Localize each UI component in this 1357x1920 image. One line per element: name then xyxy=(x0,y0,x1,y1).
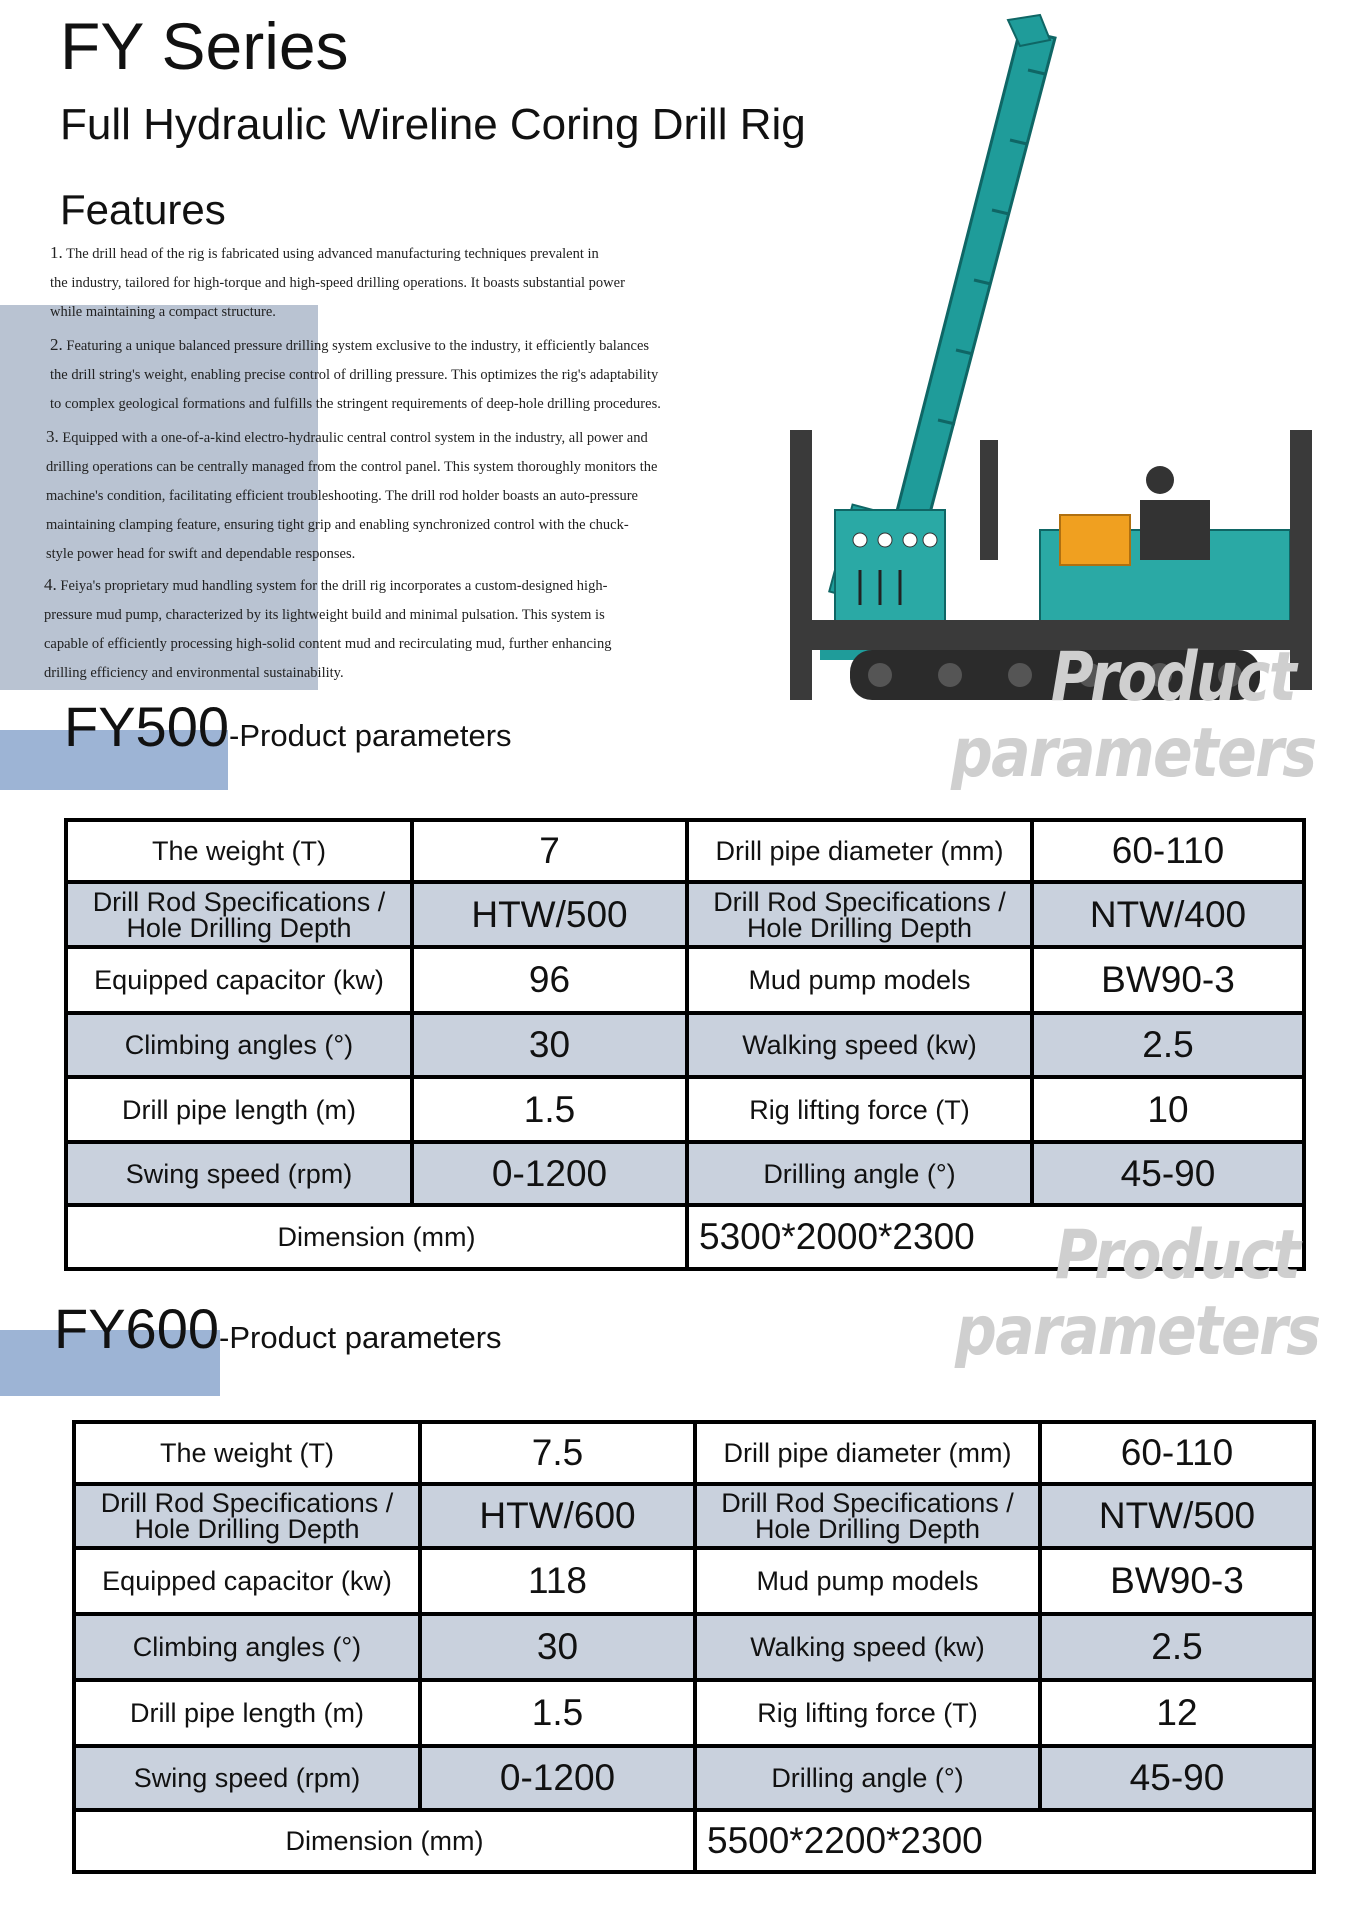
feature-item-2-block xyxy=(50,330,770,419)
table-row xyxy=(66,1013,1304,1077)
spec-value: 118 xyxy=(420,1548,695,1614)
fy600-heading xyxy=(54,1296,502,1361)
page-subtitle: Full Hydraulic Wireline Coring Drill Rig xyxy=(60,100,806,149)
feature-item-2-line3: to complex geological formations and fulfills the stringent requirements of deep-hole drilling procedures. xyxy=(50,396,661,412)
table-row xyxy=(66,947,1304,1013)
spec-label: Equipped capacitor (kw) xyxy=(74,1548,420,1614)
fy600-spec-table xyxy=(72,1420,1316,1874)
table-row xyxy=(74,1484,1314,1548)
spec-value: 60-110 xyxy=(1032,820,1304,882)
spec-value: 30 xyxy=(412,1013,687,1077)
spec-value: BW90-3 xyxy=(1032,947,1304,1013)
spec-label: Walking speed (kw) xyxy=(687,1013,1032,1077)
spec-value: 0-1200 xyxy=(412,1142,687,1205)
spec-label: Climbing angles (°) xyxy=(74,1614,420,1680)
spec-value: 96 xyxy=(412,947,687,1013)
spec-label: Equipped capacitor (kw) xyxy=(66,947,412,1013)
spec-label: Walking speed (kw) xyxy=(695,1614,1040,1680)
dimension-value: 5300*2000*2300 xyxy=(687,1205,1304,1269)
table-row xyxy=(66,820,1304,882)
spec-label: The weight (T) xyxy=(66,820,412,882)
spec-label: Drill Rod Specifications / Hole Drilling Depth xyxy=(74,1484,420,1548)
feature-item-3-block xyxy=(46,422,766,569)
fy600-heading-suffix: -Product parameters xyxy=(219,1320,502,1355)
table-row xyxy=(74,1810,1314,1872)
feature-item-4: 4. Feiya's proprietary mud handling system for the drill rig incorporates a custom-designed high- xyxy=(44,575,608,594)
spec-label: Climbing angles (°) xyxy=(66,1013,412,1077)
feature-list xyxy=(50,238,750,327)
fy600-watermark: Product parameters xyxy=(955,1216,1320,1371)
feature-item-4-line4: drilling efficiency and environmental sustainability. xyxy=(44,665,344,681)
dimension-label: Dimension (mm) xyxy=(66,1205,687,1269)
dimension-value: 5500*2200*2300 xyxy=(695,1810,1314,1872)
spec-value: 2.5 xyxy=(1040,1614,1314,1680)
spec-label: Drill Rod Specifications / Hole Drilling Depth xyxy=(695,1484,1040,1548)
table-row xyxy=(74,1746,1314,1810)
drill-rig-image xyxy=(690,10,1330,710)
feature-item-3: 3. Equipped with a one-of-a-kind electro-hydraulic central control system in the industry, all power and xyxy=(46,427,648,446)
spec-label: Drill pipe length (m) xyxy=(66,1077,412,1142)
spec-label: Drill Rod Specifications / Hole Drilling Depth xyxy=(687,882,1032,947)
feature-item-3-line4: maintaining clamping feature, ensuring tight grip and enabling synchronized control with the chuck- xyxy=(46,517,629,533)
feature-item-3-line2: drilling operations can be centrally managed from the control panel. This system thoroughly monitors the xyxy=(46,459,658,475)
spec-label: Drilling angle (°) xyxy=(687,1142,1032,1205)
fy500-heading xyxy=(64,694,512,759)
spec-value: 0-1200 xyxy=(420,1746,695,1810)
spec-label: Drill Rod Specifications / Hole Drilling Depth xyxy=(66,882,412,947)
spec-value: HTW/600 xyxy=(420,1484,695,1548)
spec-label: Swing speed (rpm) xyxy=(66,1142,412,1205)
spec-value: 1.5 xyxy=(420,1680,695,1746)
feature-item-4-line3: capable of efficiently processing high-solid content mud and recirculating mud, further enhancing xyxy=(44,636,612,652)
spec-value: BW90-3 xyxy=(1040,1548,1314,1614)
spec-label: Swing speed (rpm) xyxy=(74,1746,420,1810)
spec-label: Drill pipe diameter (mm) xyxy=(695,1422,1040,1484)
spec-value: 7 xyxy=(412,820,687,882)
spec-value: HTW/500 xyxy=(412,882,687,947)
spec-label: Mud pump models xyxy=(695,1548,1040,1614)
feature-item-1: 1. The drill head of the rig is fabricated using advanced manufacturing techniques prevalent in xyxy=(50,243,599,262)
fy600-model: FY600 xyxy=(54,1297,219,1360)
spec-value: 30 xyxy=(420,1614,695,1680)
table-row xyxy=(74,1422,1314,1484)
feature-item-2: 2. Featuring a unique balanced pressure drilling system exclusive to the industry, it efficiently balances xyxy=(50,335,650,354)
spec-label: Drill pipe length (m) xyxy=(74,1680,420,1746)
spec-value: 12 xyxy=(1040,1680,1314,1746)
spec-value: NTW/400 xyxy=(1032,882,1304,947)
spec-value: 7.5 xyxy=(420,1422,695,1484)
feature-item-3-line5: style power head for swift and dependable responses. xyxy=(46,546,356,562)
features-heading: Features xyxy=(60,186,226,233)
table-row xyxy=(66,1142,1304,1205)
dimension-label: Dimension (mm) xyxy=(74,1810,695,1872)
feature-item-4-line2: pressure mud pump, characterized by its lightweight build and minimal pulsation. This system is xyxy=(44,607,605,623)
feature-item-3-line3: machine's condition, facilitating efficient troubleshooting. The drill rod holder boasts an auto-pressure xyxy=(46,488,638,504)
spec-label: Drill pipe diameter (mm) xyxy=(687,820,1032,882)
fy500-watermark: Product parameters xyxy=(951,638,1316,793)
spec-value: NTW/500 xyxy=(1040,1484,1314,1548)
feature-item-1-line2: the industry, tailored for high-torque and high-speed drilling operations. It boasts substantial power xyxy=(50,275,625,291)
feature-item-1-line3: while maintaining a compact structure. xyxy=(50,304,276,320)
feature-item-2-line2: the drill string's weight, enabling precise control of drilling pressure. This optimizes the rig's adaptability xyxy=(50,367,659,383)
spec-label: Rig lifting force (T) xyxy=(687,1077,1032,1142)
spec-value: 10 xyxy=(1032,1077,1304,1142)
spec-value: 45-90 xyxy=(1040,1746,1314,1810)
spec-label: Mud pump models xyxy=(687,947,1032,1013)
spec-value: 60-110 xyxy=(1040,1422,1314,1484)
spec-value: 45-90 xyxy=(1032,1142,1304,1205)
fy500-model: FY500 xyxy=(64,695,229,758)
fy500-heading-suffix: -Product parameters xyxy=(229,718,512,753)
table-row xyxy=(66,1077,1304,1142)
spec-label: The weight (T) xyxy=(74,1422,420,1484)
spec-value: 2.5 xyxy=(1032,1013,1304,1077)
feature-item-4-block xyxy=(44,570,744,688)
table-row xyxy=(74,1614,1314,1680)
table-row xyxy=(74,1548,1314,1614)
spec-label: Rig lifting force (T) xyxy=(695,1680,1040,1746)
table-row xyxy=(74,1680,1314,1746)
spec-value: 1.5 xyxy=(412,1077,687,1142)
page-title: FY Series xyxy=(60,9,349,83)
table-row xyxy=(66,882,1304,947)
spec-label: Drilling angle (°) xyxy=(695,1746,1040,1810)
fy500-spec-table xyxy=(64,818,1306,1271)
